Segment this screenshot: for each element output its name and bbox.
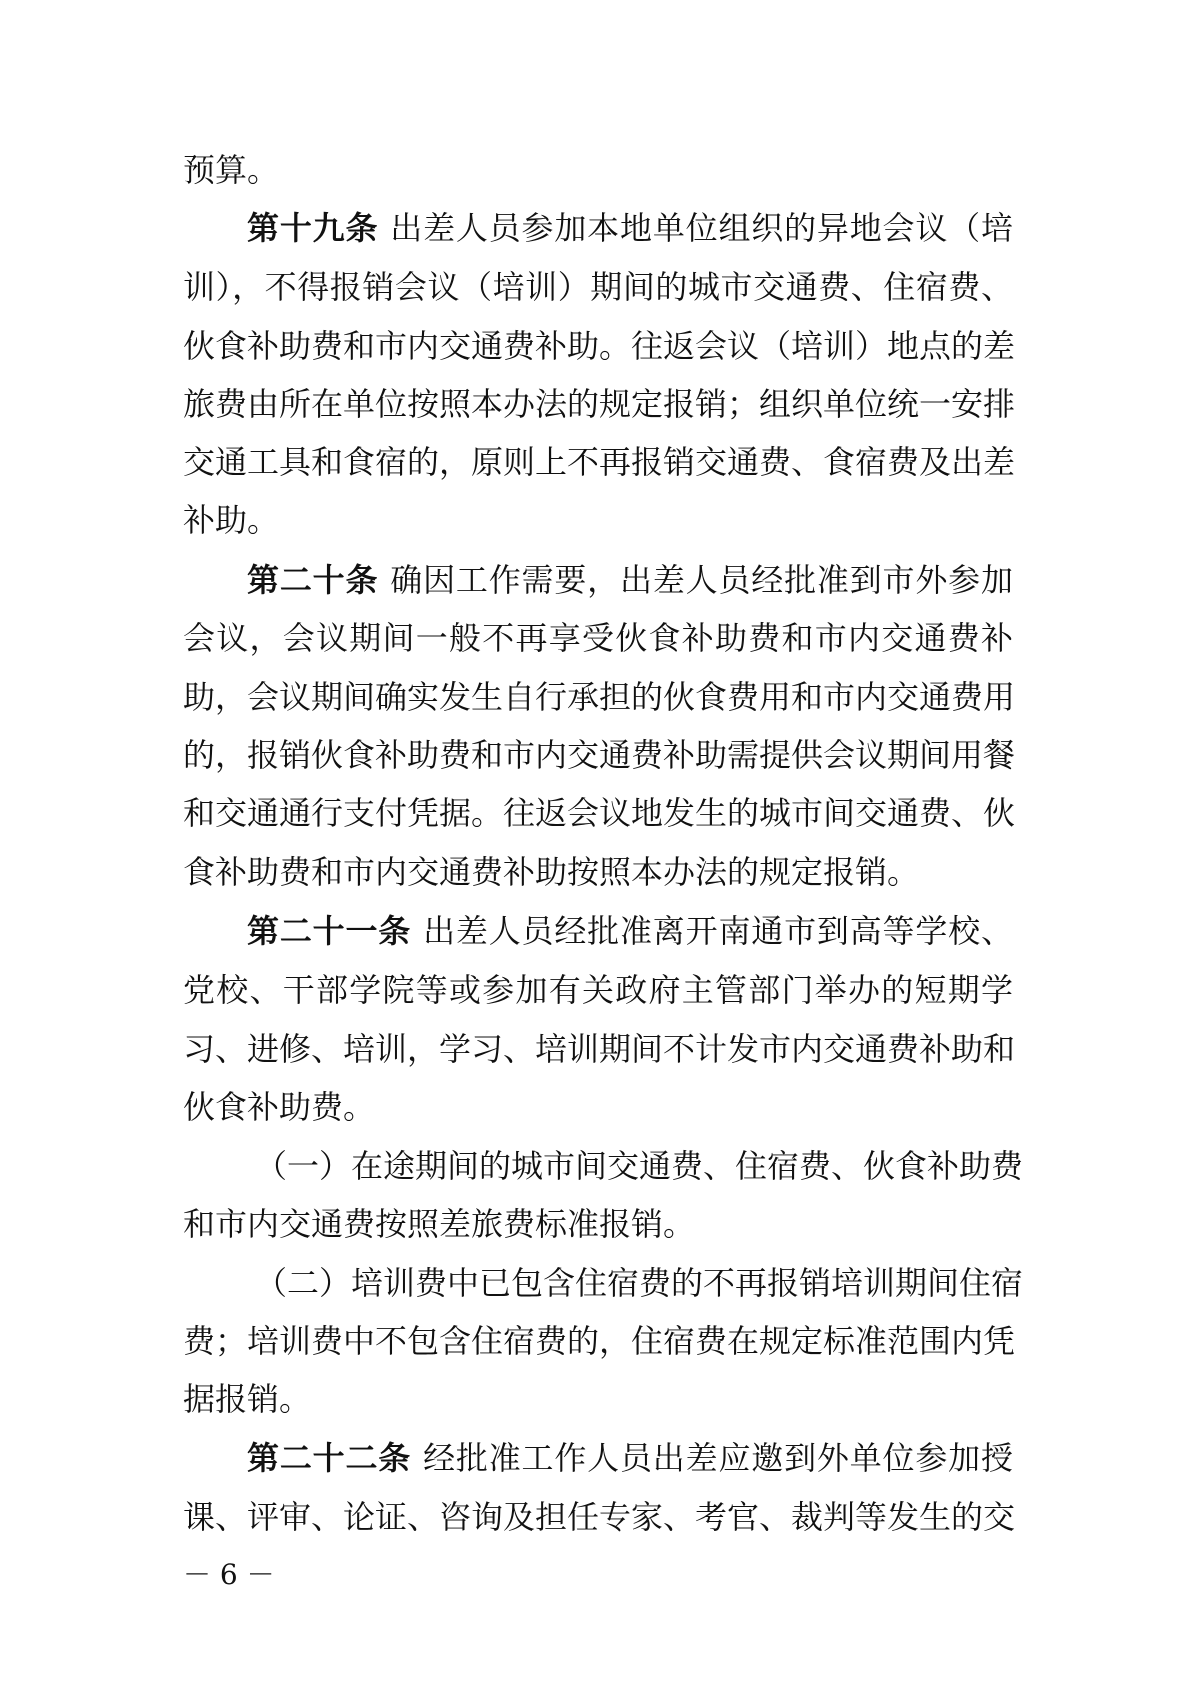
text-line [183,498,1013,542]
line-text: 食补助费和市内交通费补助按照本办法的规定报销。 [183,853,920,891]
line-text: 的，报销伙食补助费和市内交通费补助需提供会议期间用餐 [183,736,1016,774]
text-line [183,324,1016,368]
article-number: 第二十条 [247,561,379,599]
line-text: 伙食补助费和市内交通费补助。往返会议（培训）地点的差 [183,327,1016,365]
line-text: 经批准工作人员出差应邀到外单位参加授 [423,1439,1013,1477]
text-line [183,791,1016,835]
line-text: 会议，会议期间一般不再享受伙食补助费和市内交通费补 [183,619,1013,657]
article-heading-line [183,558,1013,602]
line-text: 出差人员参加本地单位组织的异地会议（培 [390,209,1013,247]
line-text: 训），不得报销会议（培训）期间的城市交通费、住宿费、 [183,268,1013,306]
article-number: 第十九条 [247,209,379,247]
page-number: － 6 － [183,1558,275,1591]
line-text: 助，会议期间确实发生自行承担的伙食费用和市内交通费用 [183,678,1016,716]
line-text: （二）培训费中已包含住宿费的不再报销培训期间住宿 [255,1264,1024,1302]
article-number: 第二十一条 [247,912,412,950]
article-heading-line [183,206,1013,250]
article-heading-line [183,909,1013,953]
text-line [183,148,1013,192]
line-text: 党校、干部学院等或参加有关政府主管部门举办的短期学 [183,971,1013,1009]
text-line [183,1319,1016,1363]
line-text: 出差人员经批准离开南通市到高等学校、 [423,912,1013,950]
text-line [183,968,1013,1012]
text-line [183,382,1016,426]
text-line [183,733,1016,777]
line-text: 预算。 [183,151,280,189]
line-text: 伙食补助费。 [183,1088,376,1126]
line-text: 课、评审、论证、咨询及担任专家、考官、裁判等发生的交 [183,1498,1016,1536]
article-number: 第二十二条 [247,1439,412,1477]
line-text: 旅费由所在单位按照本办法的规定报销；组织单位统一安排 [183,385,1016,423]
list-item-line [183,1144,1024,1188]
line-text: 确因工作需要，出差人员经批准到市外参加 [390,561,1013,599]
text-line [183,1377,1013,1421]
line-text: 费；培训费中不包含住宿费的，住宿费在规定标准范围内凭 [183,1322,1016,1360]
text-line [183,675,1016,719]
list-item-line [183,1261,1024,1305]
text-line [183,616,1013,660]
line-text: 补助。 [183,501,280,539]
text-line [183,1085,1013,1129]
article-heading-line [183,1436,1013,1480]
text-line [183,1495,1016,1539]
line-text: 交通工具和食宿的，原则上不再报销交通费、食宿费及出差 [183,443,1016,481]
line-text: 习、进修、培训，学习、培训期间不计发市内交通费补助和 [183,1030,1016,1068]
line-text: （一）在途期间的城市间交通费、住宿费、伙食补助费 [255,1147,1024,1185]
text-line [183,1027,1016,1071]
text-line [183,1202,1013,1246]
text-line [183,440,1016,484]
line-text: 据报销。 [183,1380,312,1418]
line-text: 和市内交通费按照差旅费标准报销。 [183,1205,696,1243]
text-line [183,265,1013,309]
line-text: 和交通通行支付凭据。往返会议地发生的城市间交通费、伙 [183,794,1016,832]
text-line [183,850,1013,894]
